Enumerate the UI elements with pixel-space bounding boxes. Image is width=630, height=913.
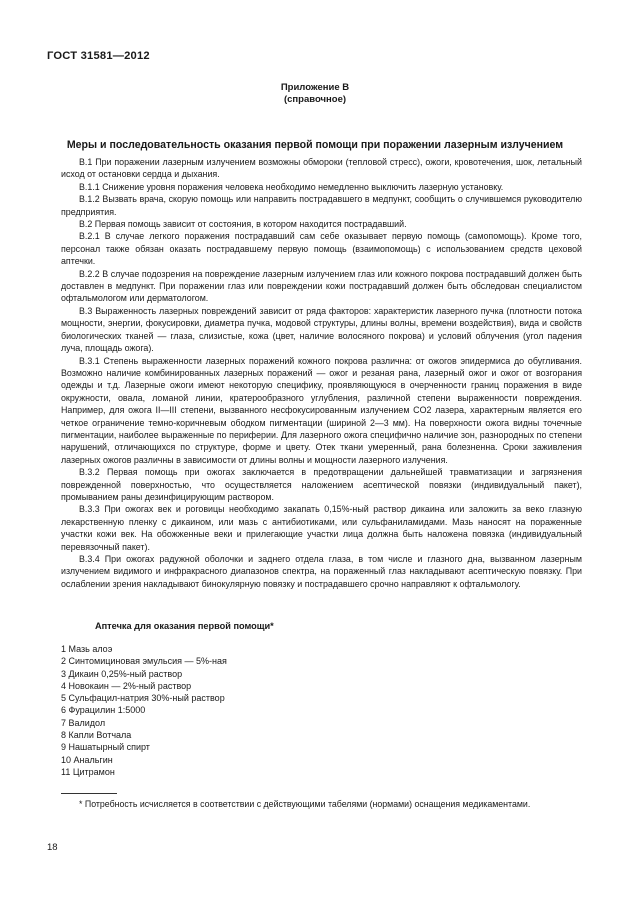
paragraph: В.3.2 Первая помощь при ожогах заключается в предотвращении дальнейшей травматизации и загрязнения поврежденной поверхностью, что осуществляется наложением асептической повязки (индивидуальный пакет), промыванием раны дезинфицирующим раствором. [61, 467, 582, 502]
list-item: 6 Фурацилин 1:5000 [61, 705, 146, 716]
list-item: 1 Мазь алоэ [61, 644, 113, 654]
list-item: 2 Синтомициновая эмульсия — 5%-ная [61, 656, 227, 667]
paragraph: В.3 Выраженность лазерных повреждений зависит от ряда факторов: характеристик лазерного пучка (плотности потока мощности, энергии, фокусировки, диаметра пучка, модовой структуры, длины волны, времени воздействия), вида и свойств биологических тканей — глаза, слизистые, кожа (цвет, наличие волосяного покрова) и условий облучения (угол падения луча, площадь ожога). [61, 305, 582, 354]
list-item: 9 Нашатырный спирт [61, 742, 150, 753]
paragraph: В.2 Первая помощь зависит от состояния, в котором находится пострадавший. [79, 219, 407, 230]
list-item: 11 Цитрамон [61, 766, 115, 777]
paragraph: В.1.1 Снижение уровня поражения человека необходимо немедленно выключить лазерную установку. [79, 181, 504, 192]
list-item: 8 Капли Вотчала [61, 730, 132, 741]
list-item: 7 Валидол [61, 717, 106, 728]
paragraph: В.3.4 При ожогах радужной оболочки и заднего отдела глаза, в том числе и глазного дна, вызванном лазерным излучением видимого и инфракрасного диапазонов спектра, на пораженный глаз накладывают асептическую повязку. При ослаблении зрения накладывают бинокулярную повязку и пострадавшего срочно направляют к офтальмологу. [61, 554, 582, 589]
first-aid-kit-list [61, 643, 227, 778]
appendix-note: (справочное) [283, 94, 347, 105]
paragraph: В.2.2 В случае подозрения на повреждение лазерным излучением глаз или кожного покрова пострадавший должен быть доставлен в медпункт. При поражении глаз или повреждении кожи пострадавший должен быть обследован специалистом офтальмологом или дерматологом. [61, 268, 582, 304]
first-aid-kit-title: Аптечка для оказания первой помощи* [95, 621, 274, 631]
paragraph: В.1 При поражении лазерным излучением возможны обмороки (тепловой стресс), ожоги, кровотечения, шок, летальный исход от остановки сердца и дыхания. [61, 157, 582, 180]
list-item: 5 Сульфацил-натрия 30%-ный раствор [61, 693, 225, 704]
page-number: 18 [47, 842, 58, 853]
paragraph: В.3.1 Степень выраженности лазерных поражений кожного покрова различна: от ожогов эпидермиса до обугливания. Возможно наличие комбинированных лазерных поражений — ожог и резаная рана, лазерный ожог и ожог от возгорания одежды и т.д. Лазерные ожоги имеют некоторую специфику, проявляющуюся в очерченности границ поражения в виде окружности, овала, ломаной линии, кратерообразного углубления, различной степени выраженности повреждения. Например, для ожога II—III степени, вызванного несфокусированным излучением CO2 лазера, характерным является его четкое ограничение темно-коричневым ободком пигментации (шириной 2—3 мм). На поверхности ожога видны точечные пигментации, наиболее выраженные по периферии. Для лазерного ожога специфично наличие зон, разнородных по степени нарушений, отличающихся по структуре, форме и цвету. Отек ткани умеренный, рана болезненна. Сроки заживления лазерных ожогов различны в зависимости от длины волны и мощности лазерного излучения. [61, 355, 582, 465]
paragraph: В.3.3 При ожогах век и роговицы необходимо закапать 0,15%-ный раствор дикаина или заложить за веко глазную лекарственную пленку с дикаином, или мазь с антибиотиками, или сульфаниламидами. Мазь наносят на пораженные участки кожи век. На обожженные веки и прилегающие участки лица должна быть наложена повязка (индивидуальный перевязочный пакет). [61, 504, 582, 552]
list-item: 10 Анальгин [61, 754, 113, 765]
standard-header: ГОСТ 31581—2012 [47, 50, 150, 62]
list-item: 4 Новокаин — 2%-ный раствор [61, 680, 192, 691]
footnote-divider [61, 793, 117, 794]
list-item: 3 Дикаин 0,25%-ный раствор [61, 668, 183, 679]
section-title: Меры и последовательность оказания первой помощи при поражении лазерным излучением [66, 139, 564, 151]
footnote: * Потребность исчисляется в соответствии с действующими табелями (нормами) оснащения медикаментами. [79, 799, 531, 809]
paragraph: В.1.2 Вызвать врача, скорую помощь или направить пострадавшего в медпункт, сообщить о случившемся руководителю предприятия. [61, 194, 582, 217]
appendix-title: Приложение В [280, 82, 350, 93]
paragraph: В.2.1 В случае легкого поражения пострадавший сам себе оказывает первую помощь (самопомощь). Кроме того, персонал также обязан оказать пострадавшему первую помощь (взаимопомощь) с использованием средств цеховой аптечки. [61, 231, 582, 267]
body-text [61, 156, 582, 590]
